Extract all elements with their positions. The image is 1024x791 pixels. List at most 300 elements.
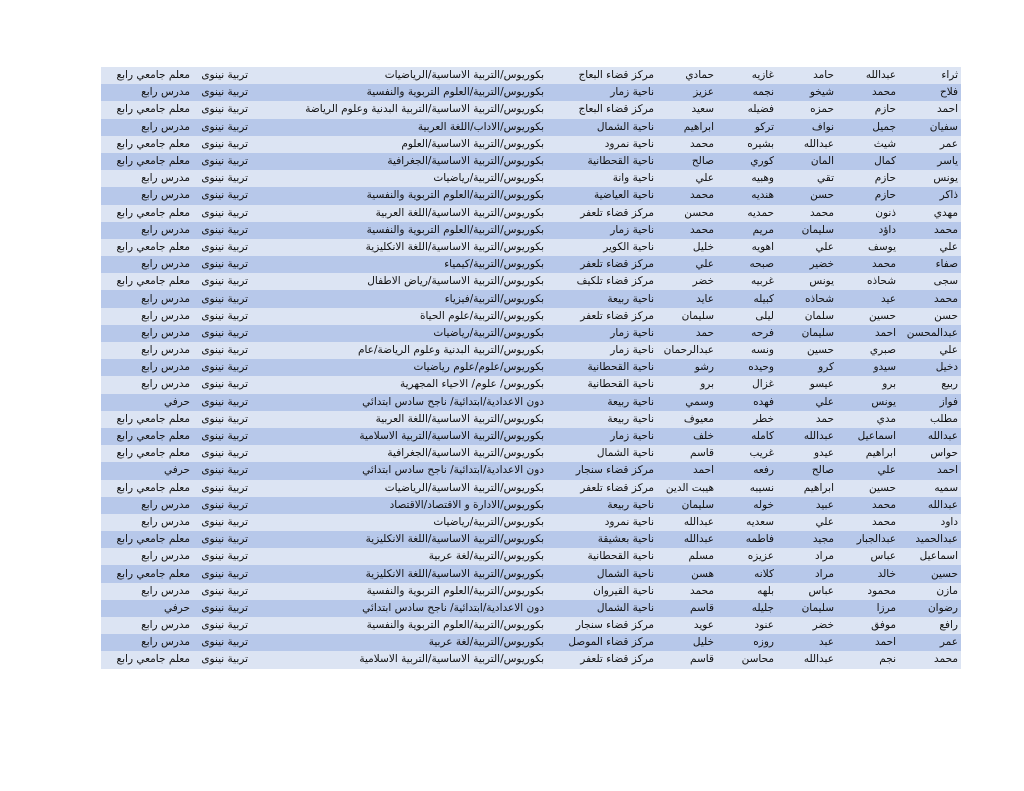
- job-title-cell: معلم جامعي رابع: [101, 428, 193, 445]
- mother-father-name-cell: علي: [657, 256, 717, 273]
- first-name-cell: اسماعيل: [899, 548, 961, 565]
- job-title-cell: معلم جامعي رابع: [101, 67, 193, 84]
- degree-cell: بكوريوس/التربية/رياضيات: [251, 170, 547, 187]
- mother-name-cell: فاطمه: [717, 531, 777, 548]
- mother-name-cell: كامله: [717, 428, 777, 445]
- mother-name-cell: جليله: [717, 600, 777, 617]
- first-name-cell: حسين: [899, 565, 961, 582]
- job-title-cell: مدرس رابع: [101, 548, 193, 565]
- job-title-cell: معلم جامعي رابع: [101, 445, 193, 462]
- mother-father-name-cell: عبدالرحمان: [657, 342, 717, 359]
- location-cell: ناحية زمار: [547, 342, 657, 359]
- job-title-cell: مدرس رابع: [101, 617, 193, 634]
- location-cell: مركز قضاء تلعفر: [547, 308, 657, 325]
- mother-name-cell: كلانه: [717, 565, 777, 582]
- directorate-cell: تربية نينوى: [193, 170, 251, 187]
- spreadsheet-page: [101, 67, 961, 669]
- degree-cell: دون الاعدادية/ابتدائية/ ناجح سادس ابتدائي: [251, 394, 547, 411]
- father-name-cell: كمال: [837, 153, 899, 170]
- father-name-cell: ابراهيم: [837, 445, 899, 462]
- grandfather-name-cell: حسين: [777, 342, 837, 359]
- job-title-cell: معلم جامعي رابع: [101, 651, 193, 668]
- location-cell: ناحية ربيعة: [547, 411, 657, 428]
- degree-cell: بكوريوس/التربية الاساسية/الرياضيات: [251, 67, 547, 84]
- grandfather-name-cell: مجيد: [777, 531, 837, 548]
- degree-cell: بكوريوس/التربية الاساسية/اللغة الانكليزية: [251, 565, 547, 582]
- job-title-cell: مدرس رابع: [101, 170, 193, 187]
- directorate-cell: تربية نينوى: [193, 359, 251, 376]
- location-cell: ناحية زمار: [547, 325, 657, 342]
- job-title-cell: مدرس رابع: [101, 634, 193, 651]
- mother-name-cell: روزه: [717, 634, 777, 651]
- location-cell: ناحية بعشيقة: [547, 531, 657, 548]
- directorate-cell: تربية نينوى: [193, 187, 251, 204]
- first-name-cell: ياسر: [899, 153, 961, 170]
- first-name-cell: صفاء: [899, 256, 961, 273]
- directorate-cell: تربية نينوى: [193, 531, 251, 548]
- location-cell: ناحية الشمال: [547, 119, 657, 136]
- father-name-cell: مدي: [837, 411, 899, 428]
- directorate-cell: تربية نينوى: [193, 634, 251, 651]
- mother-name-cell: ليلى: [717, 308, 777, 325]
- table-row: [101, 290, 961, 307]
- mother-father-name-cell: حمادي: [657, 67, 717, 84]
- mother-father-name-cell: صالح: [657, 153, 717, 170]
- degree-cell: بكوريوس/التربية/رياضيات: [251, 325, 547, 342]
- grandfather-name-cell: خضير: [777, 256, 837, 273]
- father-name-cell: حازم: [837, 101, 899, 118]
- mother-name-cell: فضيله: [717, 101, 777, 118]
- father-name-cell: حسين: [837, 308, 899, 325]
- first-name-cell: ربيع: [899, 376, 961, 393]
- grandfather-name-cell: عبيد: [777, 497, 837, 514]
- table-row: [101, 153, 961, 170]
- father-name-cell: عبدالله: [837, 67, 899, 84]
- first-name-cell: علي: [899, 239, 961, 256]
- directorate-cell: تربية نينوى: [193, 462, 251, 479]
- directorate-cell: تربية نينوى: [193, 153, 251, 170]
- mother-father-name-cell: عبدالله: [657, 531, 717, 548]
- directorate-cell: تربية نينوى: [193, 308, 251, 325]
- location-cell: ناحية زمار: [547, 84, 657, 101]
- mother-name-cell: وهبيه: [717, 170, 777, 187]
- grandfather-name-cell: يونس: [777, 273, 837, 290]
- mother-father-name-cell: خليل: [657, 239, 717, 256]
- grandfather-name-cell: المان: [777, 153, 837, 170]
- mother-father-name-cell: هسن: [657, 565, 717, 582]
- mother-father-name-cell: سليمان: [657, 308, 717, 325]
- table-row: [101, 394, 961, 411]
- mother-name-cell: كوري: [717, 153, 777, 170]
- location-cell: مركز قضاء الموصل: [547, 634, 657, 651]
- father-name-cell: يوسف: [837, 239, 899, 256]
- location-cell: ناحية زمار: [547, 428, 657, 445]
- job-title-cell: مدرس رابع: [101, 514, 193, 531]
- location-cell: ناحية القحطانية: [547, 153, 657, 170]
- location-cell: مركز قضاء البعاج: [547, 101, 657, 118]
- grandfather-name-cell: سليمان: [777, 600, 837, 617]
- father-name-cell: موفق: [837, 617, 899, 634]
- mother-father-name-cell: عايد: [657, 290, 717, 307]
- directorate-cell: تربية نينوى: [193, 222, 251, 239]
- first-name-cell: عبدالحميد: [899, 531, 961, 548]
- job-title-cell: حرفي: [101, 394, 193, 411]
- directorate-cell: تربية نينوى: [193, 290, 251, 307]
- father-name-cell: خالد: [837, 565, 899, 582]
- degree-cell: بكوريوس/التربية/فيزياء: [251, 290, 547, 307]
- first-name-cell: محمد: [899, 222, 961, 239]
- mother-father-name-cell: احمد: [657, 462, 717, 479]
- mother-name-cell: غازيه: [717, 67, 777, 84]
- mother-father-name-cell: عبدالله: [657, 514, 717, 531]
- directorate-cell: تربية نينوى: [193, 394, 251, 411]
- table-row: [101, 634, 961, 651]
- first-name-cell: مطلب: [899, 411, 961, 428]
- first-name-cell: فواز: [899, 394, 961, 411]
- degree-cell: بكوريوس/التربية/لغة عربية: [251, 548, 547, 565]
- location-cell: ناحية الشمال: [547, 600, 657, 617]
- father-name-cell: احمد: [837, 325, 899, 342]
- table-row: [101, 583, 961, 600]
- job-title-cell: معلم جامعي رابع: [101, 239, 193, 256]
- table-row: [101, 101, 961, 118]
- degree-cell: بكوريوس/التربية/لغة عربية: [251, 634, 547, 651]
- degree-cell: بكوريوس/التربية/رياضيات: [251, 514, 547, 531]
- grandfather-name-cell: عيدو: [777, 445, 837, 462]
- job-title-cell: مدرس رابع: [101, 222, 193, 239]
- mother-name-cell: تركو: [717, 119, 777, 136]
- mother-name-cell: فرحه: [717, 325, 777, 342]
- first-name-cell: عبدالله: [899, 428, 961, 445]
- mother-father-name-cell: محمد: [657, 136, 717, 153]
- location-cell: مركز قضاء تلعفر: [547, 651, 657, 668]
- location-cell: مركز قضاء تلعفر: [547, 480, 657, 497]
- location-cell: مركز قضاء تلعفر: [547, 205, 657, 222]
- mother-name-cell: خوله: [717, 497, 777, 514]
- job-title-cell: مدرس رابع: [101, 359, 193, 376]
- location-cell: ناحية زمار: [547, 222, 657, 239]
- mother-father-name-cell: خضر: [657, 273, 717, 290]
- degree-cell: بكوريوس/التربية الاساسية/اللغة الانكليزية: [251, 239, 547, 256]
- table-row: [101, 445, 961, 462]
- directorate-cell: تربية نينوى: [193, 428, 251, 445]
- degree-cell: بكوريوس/التربية الاساسية/الرياضيات: [251, 480, 547, 497]
- directorate-cell: تربية نينوى: [193, 617, 251, 634]
- father-name-cell: حازم: [837, 170, 899, 187]
- father-name-cell: سيدو: [837, 359, 899, 376]
- table-row: [101, 256, 961, 273]
- location-cell: ناحية القحطانية: [547, 548, 657, 565]
- job-title-cell: معلم جامعي رابع: [101, 531, 193, 548]
- father-name-cell: يونس: [837, 394, 899, 411]
- table-row: [101, 651, 961, 668]
- grandfather-name-cell: عبد: [777, 634, 837, 651]
- job-title-cell: حرفي: [101, 600, 193, 617]
- first-name-cell: عمر: [899, 136, 961, 153]
- degree-cell: بكوريوس/التربية/العلوم التربوية والنفسية: [251, 583, 547, 600]
- mother-father-name-cell: وسمي: [657, 394, 717, 411]
- directorate-cell: تربية نينوى: [193, 239, 251, 256]
- job-title-cell: معلم جامعي رابع: [101, 565, 193, 582]
- grandfather-name-cell: سليمان: [777, 222, 837, 239]
- degree-cell: بكوريوس/علوم/علوم رياضيات: [251, 359, 547, 376]
- first-name-cell: دخيل: [899, 359, 961, 376]
- grandfather-name-cell: علي: [777, 514, 837, 531]
- mother-name-cell: نسيبه: [717, 480, 777, 497]
- degree-cell: بكوريوس/ علوم/ الاحياء المجهرية: [251, 376, 547, 393]
- mother-name-cell: اهويه: [717, 239, 777, 256]
- directorate-cell: تربية نينوى: [193, 67, 251, 84]
- degree-cell: بكوريوس/التربية الاساسية/العلوم: [251, 136, 547, 153]
- first-name-cell: ثراء: [899, 67, 961, 84]
- father-name-cell: علي: [837, 462, 899, 479]
- first-name-cell: مهدي: [899, 205, 961, 222]
- directorate-cell: تربية نينوى: [193, 583, 251, 600]
- father-name-cell: صبري: [837, 342, 899, 359]
- father-name-cell: محمد: [837, 84, 899, 101]
- location-cell: ناحية الشمال: [547, 445, 657, 462]
- grandfather-name-cell: خضر: [777, 617, 837, 634]
- table-row: [101, 205, 961, 222]
- grandfather-name-cell: حسن: [777, 187, 837, 204]
- degree-cell: بكوريوس/التربية/العلوم التربوية والنفسية: [251, 84, 547, 101]
- table-row: [101, 273, 961, 290]
- grandfather-name-cell: صالح: [777, 462, 837, 479]
- mother-father-name-cell: عزيز: [657, 84, 717, 101]
- mother-name-cell: غزال: [717, 376, 777, 393]
- table-row: [101, 376, 961, 393]
- mother-name-cell: نجمه: [717, 84, 777, 101]
- mother-father-name-cell: عويد: [657, 617, 717, 634]
- job-title-cell: معلم جامعي رابع: [101, 411, 193, 428]
- father-name-cell: عبدالجبار: [837, 531, 899, 548]
- first-name-cell: فلاح: [899, 84, 961, 101]
- mother-father-name-cell: محمد: [657, 583, 717, 600]
- degree-cell: بكوريوس/التربية/العلوم التربوية والنفسية: [251, 222, 547, 239]
- directorate-cell: تربية نينوى: [193, 480, 251, 497]
- degree-cell: بكوريوس/التربية/كيمياء: [251, 256, 547, 273]
- mother-name-cell: حمديه: [717, 205, 777, 222]
- degree-cell: بكوريوس/التربية/العلوم التربوية والنفسية: [251, 617, 547, 634]
- grandfather-name-cell: شيخو: [777, 84, 837, 101]
- directorate-cell: تربية نينوى: [193, 205, 251, 222]
- location-cell: ناحية الكوير: [547, 239, 657, 256]
- grandfather-name-cell: حمزه: [777, 101, 837, 118]
- job-title-cell: مدرس رابع: [101, 583, 193, 600]
- father-name-cell: نجم: [837, 651, 899, 668]
- first-name-cell: عبدالمحسن: [899, 325, 961, 342]
- mother-name-cell: مريم: [717, 222, 777, 239]
- mother-name-cell: كبيله: [717, 290, 777, 307]
- mother-name-cell: صبحه: [717, 256, 777, 273]
- job-title-cell: مدرس رابع: [101, 325, 193, 342]
- first-name-cell: سفيان: [899, 119, 961, 136]
- grandfather-name-cell: كرو: [777, 359, 837, 376]
- job-title-cell: معلم جامعي رابع: [101, 101, 193, 118]
- location-cell: ناحية العياضية: [547, 187, 657, 204]
- mother-father-name-cell: علي: [657, 170, 717, 187]
- first-name-cell: سميه: [899, 480, 961, 497]
- mother-name-cell: عنود: [717, 617, 777, 634]
- directorate-cell: تربية نينوى: [193, 136, 251, 153]
- grandfather-name-cell: عيسو: [777, 376, 837, 393]
- directorate-cell: تربية نينوى: [193, 101, 251, 118]
- location-cell: ناحية القيروان: [547, 583, 657, 600]
- mother-name-cell: غربيه: [717, 273, 777, 290]
- mother-father-name-cell: ابراهيم: [657, 119, 717, 136]
- father-name-cell: داؤد: [837, 222, 899, 239]
- job-title-cell: حرفي: [101, 462, 193, 479]
- table-row: [101, 497, 961, 514]
- table-row: [101, 67, 961, 84]
- first-name-cell: علي: [899, 342, 961, 359]
- directorate-cell: تربية نينوى: [193, 600, 251, 617]
- first-name-cell: عبدالله: [899, 497, 961, 514]
- grandfather-name-cell: سليمان: [777, 325, 837, 342]
- grandfather-name-cell: عبدالله: [777, 651, 837, 668]
- father-name-cell: محمد: [837, 497, 899, 514]
- mother-name-cell: غريب: [717, 445, 777, 462]
- directorate-cell: تربية نينوى: [193, 565, 251, 582]
- father-name-cell: اسماعيل: [837, 428, 899, 445]
- job-title-cell: مدرس رابع: [101, 84, 193, 101]
- first-name-cell: حواس: [899, 445, 961, 462]
- mother-name-cell: بشيره: [717, 136, 777, 153]
- table-row: [101, 136, 961, 153]
- location-cell: ناحية نمرود: [547, 514, 657, 531]
- directorate-cell: تربية نينوى: [193, 411, 251, 428]
- grandfather-name-cell: حمد: [777, 411, 837, 428]
- job-title-cell: معلم جامعي رابع: [101, 273, 193, 290]
- grandfather-name-cell: مراد: [777, 548, 837, 565]
- location-cell: ناحية ربيعة: [547, 497, 657, 514]
- degree-cell: بكوريوس/التربية/العلوم التربوية والنفسية: [251, 187, 547, 204]
- table-row: [101, 84, 961, 101]
- father-name-cell: حازم: [837, 187, 899, 204]
- mother-father-name-cell: قاسم: [657, 445, 717, 462]
- grandfather-name-cell: علي: [777, 239, 837, 256]
- location-cell: ناحية ربيعة: [547, 290, 657, 307]
- mother-father-name-cell: هيبت الدين: [657, 480, 717, 497]
- first-name-cell: حسن: [899, 308, 961, 325]
- job-title-cell: مدرس رابع: [101, 308, 193, 325]
- location-cell: ناحية القحطانية: [547, 359, 657, 376]
- table-row: [101, 565, 961, 582]
- mother-father-name-cell: محمد: [657, 187, 717, 204]
- directorate-cell: تربية نينوى: [193, 342, 251, 359]
- directorate-cell: تربية نينوى: [193, 514, 251, 531]
- first-name-cell: مازن: [899, 583, 961, 600]
- father-name-cell: جميل: [837, 119, 899, 136]
- directorate-cell: تربية نينوى: [193, 497, 251, 514]
- mother-name-cell: فهده: [717, 394, 777, 411]
- location-cell: مركز قضاء تلعفر: [547, 256, 657, 273]
- mother-father-name-cell: قاسم: [657, 651, 717, 668]
- mother-father-name-cell: مسلم: [657, 548, 717, 565]
- degree-cell: بكوريوس/التربية الاساسية/الجغرافية: [251, 153, 547, 170]
- degree-cell: بكوريوس/التربية الاساسية/اللغة العربية: [251, 205, 547, 222]
- degree-cell: بكوريوس/التربية البدنية وعلوم الرياضة/عام: [251, 342, 547, 359]
- job-title-cell: معلم جامعي رابع: [101, 480, 193, 497]
- location-cell: مركز قضاء سنجار: [547, 617, 657, 634]
- table-row: [101, 617, 961, 634]
- employee-table: [101, 67, 961, 669]
- first-name-cell: سجى: [899, 273, 961, 290]
- father-name-cell: مرزا: [837, 600, 899, 617]
- mother-name-cell: رفعه: [717, 462, 777, 479]
- grandfather-name-cell: محمد: [777, 205, 837, 222]
- table-row: [101, 480, 961, 497]
- degree-cell: بكوريوس/التربية الاساسية/الجغرافية: [251, 445, 547, 462]
- job-title-cell: معلم جامعي رابع: [101, 205, 193, 222]
- job-title-cell: مدرس رابع: [101, 376, 193, 393]
- father-name-cell: محمد: [837, 256, 899, 273]
- job-title-cell: معلم جامعي رابع: [101, 153, 193, 170]
- location-cell: ناحية ربيعة: [547, 394, 657, 411]
- father-name-cell: ذنون: [837, 205, 899, 222]
- father-name-cell: احمد: [837, 634, 899, 651]
- directorate-cell: تربية نينوى: [193, 256, 251, 273]
- degree-cell: دون الاعدادية/ابتدائية/ ناجح سادس ابتدائي: [251, 462, 547, 479]
- mother-father-name-cell: قاسم: [657, 600, 717, 617]
- grandfather-name-cell: نواف: [777, 119, 837, 136]
- table-row: [101, 600, 961, 617]
- table-body: [101, 67, 961, 669]
- mother-father-name-cell: برو: [657, 376, 717, 393]
- father-name-cell: حسين: [837, 480, 899, 497]
- father-name-cell: عيد: [837, 290, 899, 307]
- directorate-cell: تربية نينوى: [193, 651, 251, 668]
- father-name-cell: عباس: [837, 548, 899, 565]
- mother-father-name-cell: رشو: [657, 359, 717, 376]
- grandfather-name-cell: عباس: [777, 583, 837, 600]
- mother-father-name-cell: سعيد: [657, 101, 717, 118]
- mother-father-name-cell: خلف: [657, 428, 717, 445]
- grandfather-name-cell: تقي: [777, 170, 837, 187]
- father-name-cell: شيث: [837, 136, 899, 153]
- table-row: [101, 119, 961, 136]
- mother-name-cell: هنديه: [717, 187, 777, 204]
- mother-name-cell: سعديه: [717, 514, 777, 531]
- directorate-cell: تربية نينوى: [193, 273, 251, 290]
- first-name-cell: احمد: [899, 462, 961, 479]
- grandfather-name-cell: عبدالله: [777, 428, 837, 445]
- job-title-cell: مدرس رابع: [101, 290, 193, 307]
- table-row: [101, 359, 961, 376]
- directorate-cell: تربية نينوى: [193, 445, 251, 462]
- table-row: [101, 239, 961, 256]
- mother-name-cell: خطر: [717, 411, 777, 428]
- job-title-cell: مدرس رابع: [101, 187, 193, 204]
- job-title-cell: معلم جامعي رابع: [101, 136, 193, 153]
- location-cell: ناحية الشمال: [547, 565, 657, 582]
- father-name-cell: برو: [837, 376, 899, 393]
- job-title-cell: مدرس رابع: [101, 342, 193, 359]
- first-name-cell: عمر: [899, 634, 961, 651]
- job-title-cell: مدرس رابع: [101, 497, 193, 514]
- table-row: [101, 342, 961, 359]
- directorate-cell: تربية نينوى: [193, 119, 251, 136]
- location-cell: مركز قضاء سنجار: [547, 462, 657, 479]
- table-row: [101, 548, 961, 565]
- mother-name-cell: ونسه: [717, 342, 777, 359]
- table-row: [101, 222, 961, 239]
- location-cell: ناحية وانة: [547, 170, 657, 187]
- table-row: [101, 428, 961, 445]
- degree-cell: بكوريوس/التربية/علوم الحياة: [251, 308, 547, 325]
- mother-father-name-cell: معيوف: [657, 411, 717, 428]
- location-cell: مركز قضاء تلكيف: [547, 273, 657, 290]
